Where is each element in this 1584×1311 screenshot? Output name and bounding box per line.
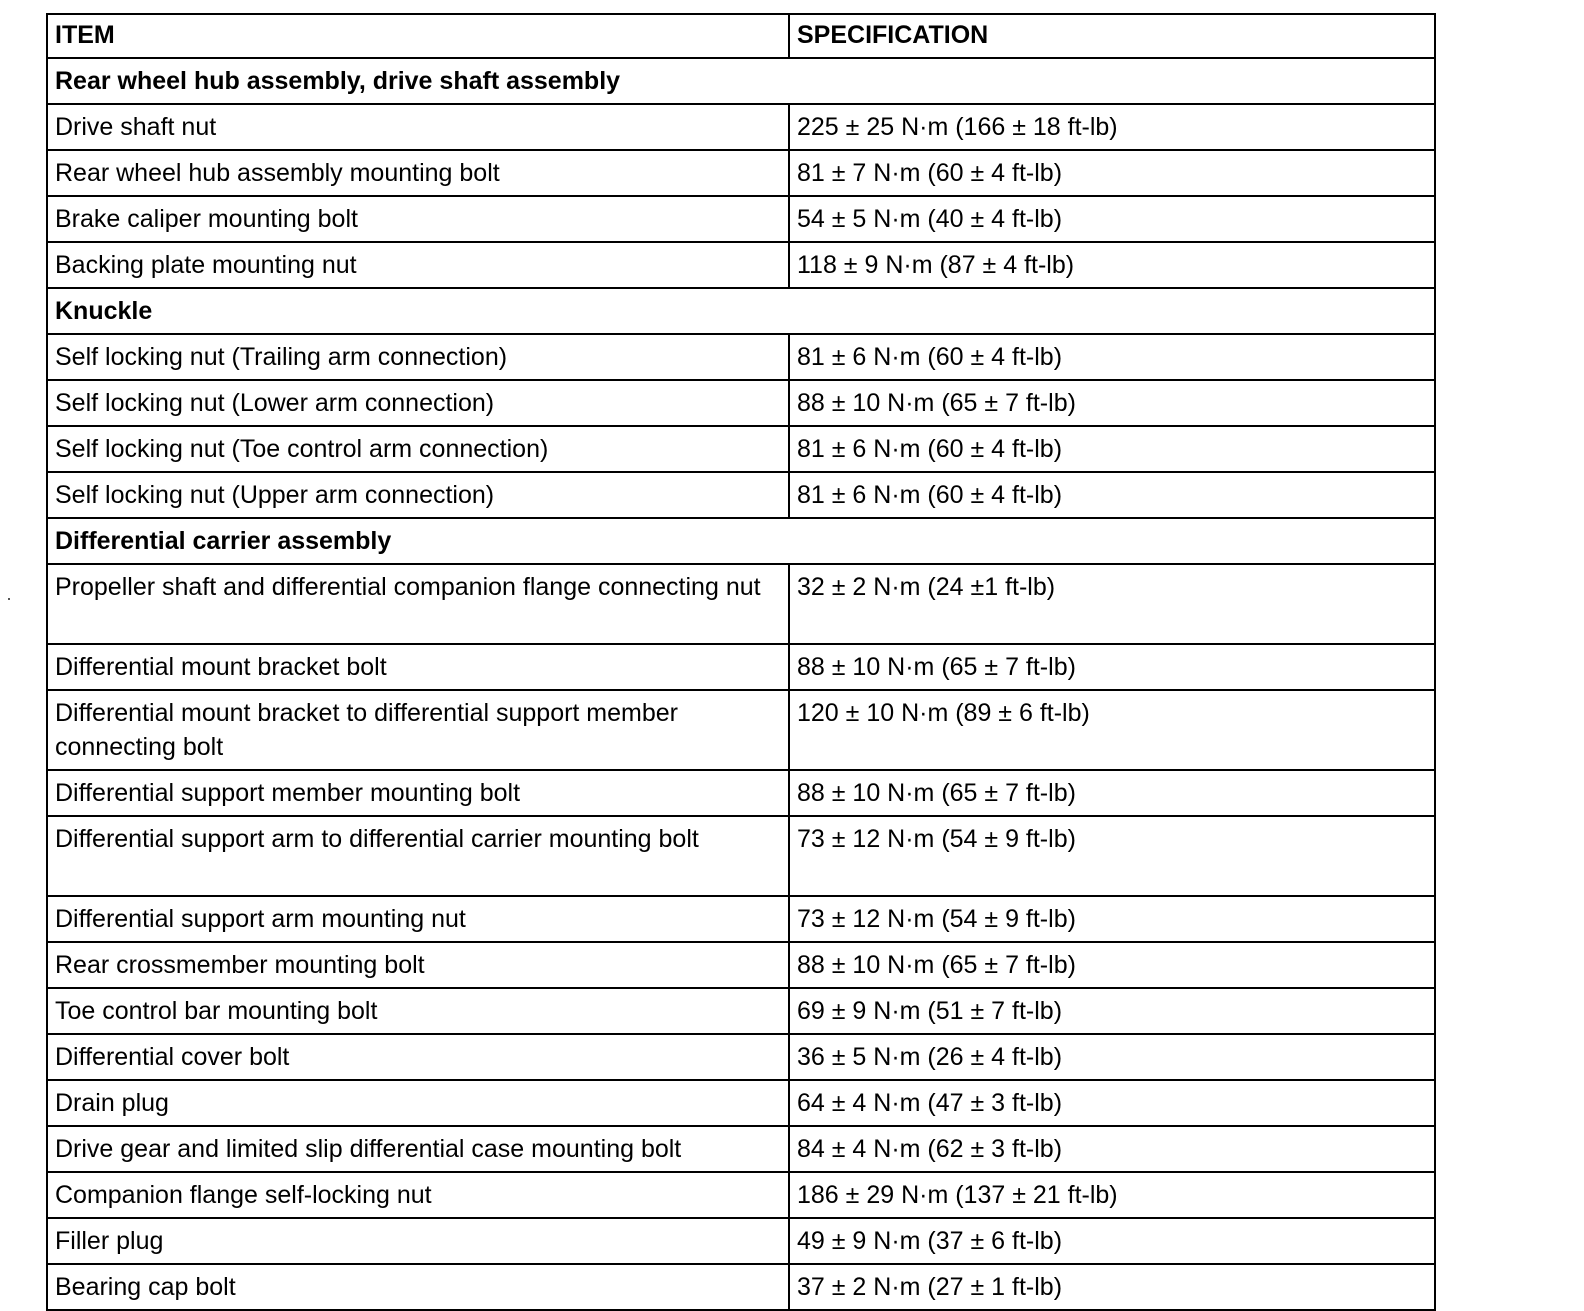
item-cell: Rear crossmember mounting bolt xyxy=(47,942,789,988)
table-row xyxy=(47,150,1435,196)
item-cell: Toe control bar mounting bolt xyxy=(47,988,789,1034)
table-row xyxy=(47,1080,1435,1126)
spec-cell: 120 ± 10 N·m (89 ± 6 ft-lb) xyxy=(789,690,1435,770)
item-cell: Brake caliper mounting bolt xyxy=(47,196,789,242)
table-row xyxy=(47,104,1435,150)
item-cell: Bearing cap bolt xyxy=(47,1264,789,1310)
table-row xyxy=(47,896,1435,942)
spec-cell: 69 ± 9 N·m (51 ± 7 ft-lb) xyxy=(789,988,1435,1034)
spec-cell: 225 ± 25 N·m (166 ± 18 ft-lb) xyxy=(789,104,1435,150)
table-row xyxy=(47,242,1435,288)
table-row xyxy=(47,690,1435,770)
table-row xyxy=(47,334,1435,380)
spec-cell: 81 ± 6 N·m (60 ± 4 ft-lb) xyxy=(789,426,1435,472)
table-row xyxy=(47,942,1435,988)
spec-cell: 73 ± 12 N·m (54 ± 9 ft-lb) xyxy=(789,816,1435,896)
header-row xyxy=(47,14,1435,58)
table-row xyxy=(47,770,1435,816)
table-row xyxy=(47,380,1435,426)
section-row xyxy=(47,518,1435,564)
item-cell: Self locking nut (Upper arm connection) xyxy=(47,472,789,518)
item-cell: Propeller shaft and differential companion flange connecting nut xyxy=(47,564,789,644)
table-row xyxy=(47,472,1435,518)
item-cell: Companion flange self-locking nut xyxy=(47,1172,789,1218)
spec-cell: 64 ± 4 N·m (47 ± 3 ft-lb) xyxy=(789,1080,1435,1126)
table-row xyxy=(47,1218,1435,1264)
table-row xyxy=(47,564,1435,644)
item-cell: Differential cover bolt xyxy=(47,1034,789,1080)
table-row xyxy=(47,196,1435,242)
section-title: Knuckle xyxy=(47,288,1435,334)
specification-column-header: SPECIFICATION xyxy=(789,14,1435,58)
spec-cell: 81 ± 6 N·m (60 ± 4 ft-lb) xyxy=(789,472,1435,518)
item-cell: Filler plug xyxy=(47,1218,789,1264)
item-cell: Differential support arm mounting nut xyxy=(47,896,789,942)
spec-cell: 88 ± 10 N·m (65 ± 7 ft-lb) xyxy=(789,942,1435,988)
spec-cell: 88 ± 10 N·m (65 ± 7 ft-lb) xyxy=(789,380,1435,426)
item-cell: Drive shaft nut xyxy=(47,104,789,150)
spec-cell: 81 ± 7 N·m (60 ± 4 ft-lb) xyxy=(789,150,1435,196)
scan-speck xyxy=(8,598,10,600)
item-cell: Rear wheel hub assembly mounting bolt xyxy=(47,150,789,196)
item-cell: Differential mount bracket bolt xyxy=(47,644,789,690)
item-cell: Backing plate mounting nut xyxy=(47,242,789,288)
spec-cell: 37 ± 2 N·m (27 ± 1 ft-lb) xyxy=(789,1264,1435,1310)
spec-cell: 54 ± 5 N·m (40 ± 4 ft-lb) xyxy=(789,196,1435,242)
table-row xyxy=(47,644,1435,690)
section-row xyxy=(47,58,1435,104)
spec-cell: 88 ± 10 N·m (65 ± 7 ft-lb) xyxy=(789,770,1435,816)
spec-cell: 81 ± 6 N·m (60 ± 4 ft-lb) xyxy=(789,334,1435,380)
table-row xyxy=(47,426,1435,472)
item-cell: Drive gear and limited slip differential case mounting bolt xyxy=(47,1126,789,1172)
item-column-header: ITEM xyxy=(47,14,789,58)
table-row xyxy=(47,816,1435,896)
table-row xyxy=(47,1264,1435,1310)
table-row xyxy=(47,1126,1435,1172)
item-cell: Self locking nut (Lower arm connection) xyxy=(47,380,789,426)
spec-cell: 36 ± 5 N·m (26 ± 4 ft-lb) xyxy=(789,1034,1435,1080)
item-cell: Differential support arm to differential carrier mounting bolt xyxy=(47,816,789,896)
spec-cell: 88 ± 10 N·m (65 ± 7 ft-lb) xyxy=(789,644,1435,690)
spec-cell: 32 ± 2 N·m (24 ±1 ft-lb) xyxy=(789,564,1435,644)
section-row xyxy=(47,288,1435,334)
item-cell: Differential mount bracket to differential support member connecting bolt xyxy=(47,690,789,770)
spec-cell: 84 ± 4 N·m (62 ± 3 ft-lb) xyxy=(789,1126,1435,1172)
spec-cell: 49 ± 9 N·m (37 ± 6 ft-lb) xyxy=(789,1218,1435,1264)
table-row xyxy=(47,1172,1435,1218)
section-title: Rear wheel hub assembly, drive shaft assembly xyxy=(47,58,1435,104)
torque-specification-table xyxy=(46,13,1436,1311)
table-row xyxy=(47,988,1435,1034)
item-cell: Self locking nut (Toe control arm connection) xyxy=(47,426,789,472)
spec-cell: 118 ± 9 N·m (87 ± 4 ft-lb) xyxy=(789,242,1435,288)
spec-cell: 186 ± 29 N·m (137 ± 21 ft-lb) xyxy=(789,1172,1435,1218)
item-cell: Self locking nut (Trailing arm connection) xyxy=(47,334,789,380)
table-row xyxy=(47,1034,1435,1080)
item-cell: Differential support member mounting bolt xyxy=(47,770,789,816)
section-title: Differential carrier assembly xyxy=(47,518,1435,564)
item-cell: Drain plug xyxy=(47,1080,789,1126)
spec-cell: 73 ± 12 N·m (54 ± 9 ft-lb) xyxy=(789,896,1435,942)
